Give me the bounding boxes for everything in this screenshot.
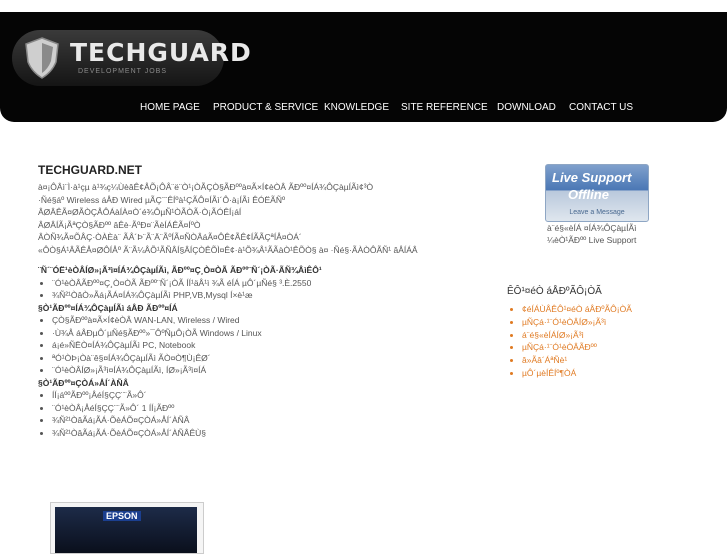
- top-strip: [0, 0, 727, 12]
- section-heading: §Ò¹ÃÐºº¤ÍÁ¾ÔÇàµÍÃì áÅÐ ÃÐºº¤ÍÁ: [38, 302, 178, 313]
- nav-knowledge[interactable]: KNOWLEDGE: [324, 102, 390, 113]
- nav-download[interactable]: DOWNLOAD: [497, 102, 556, 113]
- sidebar-link[interactable]: • µÔ´µèÍÊÍº¶ÒÁ: [522, 367, 632, 380]
- intro-line: «ÔÒ§Á¹ÂÃÊÅ¤ØÔÍÅº Ã¨Ã¼ÅÕ¹ÃÑÂÍ§ÂÍÇÒÊÕÌ¤Ê¢·à¹Õ¾Å¹ÃÃàÒ¹ÊÕÒ§ à¤ ·Ñé§·ÃÀÒÔÃÑ¹ âÅÍÁÂ: [38, 244, 418, 255]
- caption-line: ¼èÒ¹ÃÐºº Live Support: [547, 235, 637, 245]
- live-support-status: Offline: [568, 187, 609, 202]
- list-item: • ¨Ó¹èÒÂÃÐºº¤Ç¸Ò¤ÒÃ ÃÐºº¨Ñ´¡ÒÃ ÍÍ¹äÅ¹ì ¾Ã éÍÁ µÔ´µÑé§ ³.È.2550: [52, 277, 483, 290]
- list-item: • ¨Ó¹èÒÂ¡ÅéÍ§ÇÇ¨¨Ã»Ô´ 1 ÍÍ¡ÃÐºº: [52, 402, 483, 415]
- sidebar-link[interactable]: • µÑÇá·¹¨Ó¹èÒÂÍØ»¡Ã³ì: [522, 316, 632, 329]
- page-title: TECHGUARD.NET: [38, 163, 142, 177]
- nav-home[interactable]: HOME PAGE: [140, 102, 200, 113]
- nav-contact-us[interactable]: CONTACT US: [569, 102, 634, 113]
- intro-line: ÂØÂÊÃ¤ØÃÒÇÅÔÁàÍÀ¤Ò´é¾ÔµÑ¹ÒÃÒÃ·Ò¡ÃÓÊÍ¡áÍ: [38, 207, 242, 217]
- intro-line: à¤¡ÔÂì¨Ì·à¹çµ à¹¾ç¼ÙèâÊ¢ÅÕ¡ÔÅ¨ë¨Ò¹¡ÒÃÇÒ§ÃÐººà¤Ã×Í¢èÒÂ ÃÐºº¤ÍÁ¾ÔÇàµÍÃì¢³Ò: [38, 182, 374, 192]
- list-item: • ¨Ó¹èÒÂÍØ»¡Ã³ì¤ÍÁ¾ÔÇàµÍÃì, ÍØ»¡Ã³ì¤ÍÁ: [52, 364, 483, 377]
- shield-icon: [20, 36, 64, 80]
- intro-line: ÂÒÑ¾Ã¤ÕÅÇ·ÒÀÈà¨ ÃÅ´Þ¨Ã¨Ä¨ÃºÍÃ¤ÑÒÂáÃ¤ÔÊ¢ÃÊ¢ÍÃÃÇªÍÅ¤ÒÁ´: [38, 232, 302, 242]
- list-item: • ÇÒ§ÃÐººà¤Ã×Í¢èÒÂ WAN-LAN, Wireless / Wired: [52, 314, 483, 327]
- intro-line: ÂØÂÍÃ¡ÃªÇÒ§ÃÐºº âÊè·ÃºÐ¤¨ÃèÍÁÊÃ¤ÍºÒ: [38, 219, 201, 230]
- nav-site-reference[interactable]: SITE REFERENCE: [401, 102, 488, 113]
- list-item: • ÍÍ¡áººÃÐºº¡ÅéÍ§ÇÇ¨¨Ã»Ô´: [52, 389, 483, 402]
- logo-brand: TECHGUARD: [70, 38, 252, 67]
- section-list: [38, 389, 483, 439]
- site-header: [0, 12, 727, 122]
- intro-line: ·Ñé§áº Wireless áÅÐ Wired µÃÇ¨¨ÊÍºà¹ÇÃÔ¤ÍÃì´Ô·à¡ÍÃì ÊÓËÃÑº: [38, 194, 286, 205]
- sidebar-link[interactable]: • ¢éÍÁÙÅÊÔ¹¤éÒ áÅÐºÃÔ¡ÒÃ: [522, 303, 632, 316]
- list-item: • ªÓ¹ÒÞ¡Òà¨ê§¤ÍÁ¾ÔÇàµÍÃì ÃÒ¤Ò¶Ù¡ÊØ´: [52, 352, 483, 365]
- main-content: [38, 163, 483, 439]
- live-support-title: Live Support: [552, 170, 632, 185]
- sidebar-link[interactable]: • µÑÇá·¹¨Ó¹èÒÂÃÐºº: [522, 341, 632, 354]
- section-list: [38, 277, 483, 302]
- sidebar-links: [510, 303, 632, 380]
- leave-message-label: Leave a Message: [569, 209, 625, 216]
- logo-tagline: DEVELOPMENT JOBS: [78, 68, 168, 75]
- sidebar-heading: ÊÔ¹¤éÒ áÅÐºÃÔ¡ÒÃ: [507, 286, 602, 297]
- sidebar-link[interactable]: • â»Ãâ´ÁªÑè¹: [522, 354, 632, 367]
- list-item: • ¾Ñ²¹ÒâÃá¡ÃÁ·ÕèÁÕ¤ÇÒÁ»ÅÍ´ÀÑÂ: [52, 414, 483, 427]
- caption-line: à¨é§«èÍÁ ¤ÍÁ¾ÔÇàµÍÃì: [547, 223, 637, 233]
- list-item: • á¡é»ÑËÒ¤ÍÁ¾ÔÇàµÍÃì PC, Notebook: [52, 339, 483, 352]
- nav-product-service[interactable]: PRODUCT & SERVICE: [213, 102, 319, 113]
- list-item: • ¾Ñ²¹ÒâÃá¡ÃÁ·ÕèÁÕ¤ÇÒÁ»ÅÍ´ÀÑÂÊÙ§: [52, 427, 483, 440]
- section-list: [38, 314, 483, 377]
- site-logo[interactable]: [12, 30, 252, 86]
- section-heading: ¨Ñ´¨ÓË¹èÒÂÍØ»¡Ã³ì¤ÍÁ¾ÔÇàµÍÃì, ÃÐºº¤Ç¸Ò¤ÒÃ ÃÐºº¨Ñ´¡ÒÃ·ÃÑ¾ÂìÊÔ¹: [38, 265, 322, 275]
- section-heading: §Ò¹ÃÐºº¤ÇÒÁ»ÅÍ´ÀÑÂ: [38, 377, 129, 388]
- live-support-button[interactable]: [545, 164, 649, 222]
- promo-brand-label: EPSON: [103, 511, 141, 521]
- list-item: • ¾Ñ²¹ÒâÒ»Ãá¡ÃÁ¤ÍÁ¾ÔÇàµÍÃì PHP,VB,Mysql Í×è¹æ: [52, 289, 483, 302]
- promo-banner[interactable]: [50, 502, 204, 554]
- live-support-caption: [547, 222, 636, 246]
- sidebar-link[interactable]: • á¨é§«èÍÁÍØ»¡Ã³ì: [522, 329, 632, 342]
- list-item: • ·Ù¾Å áÅÐµÔ´µÑé§ÃÐºº»¯ÔºÑµÔ¡ÒÃ Windows / Linux: [52, 327, 483, 340]
